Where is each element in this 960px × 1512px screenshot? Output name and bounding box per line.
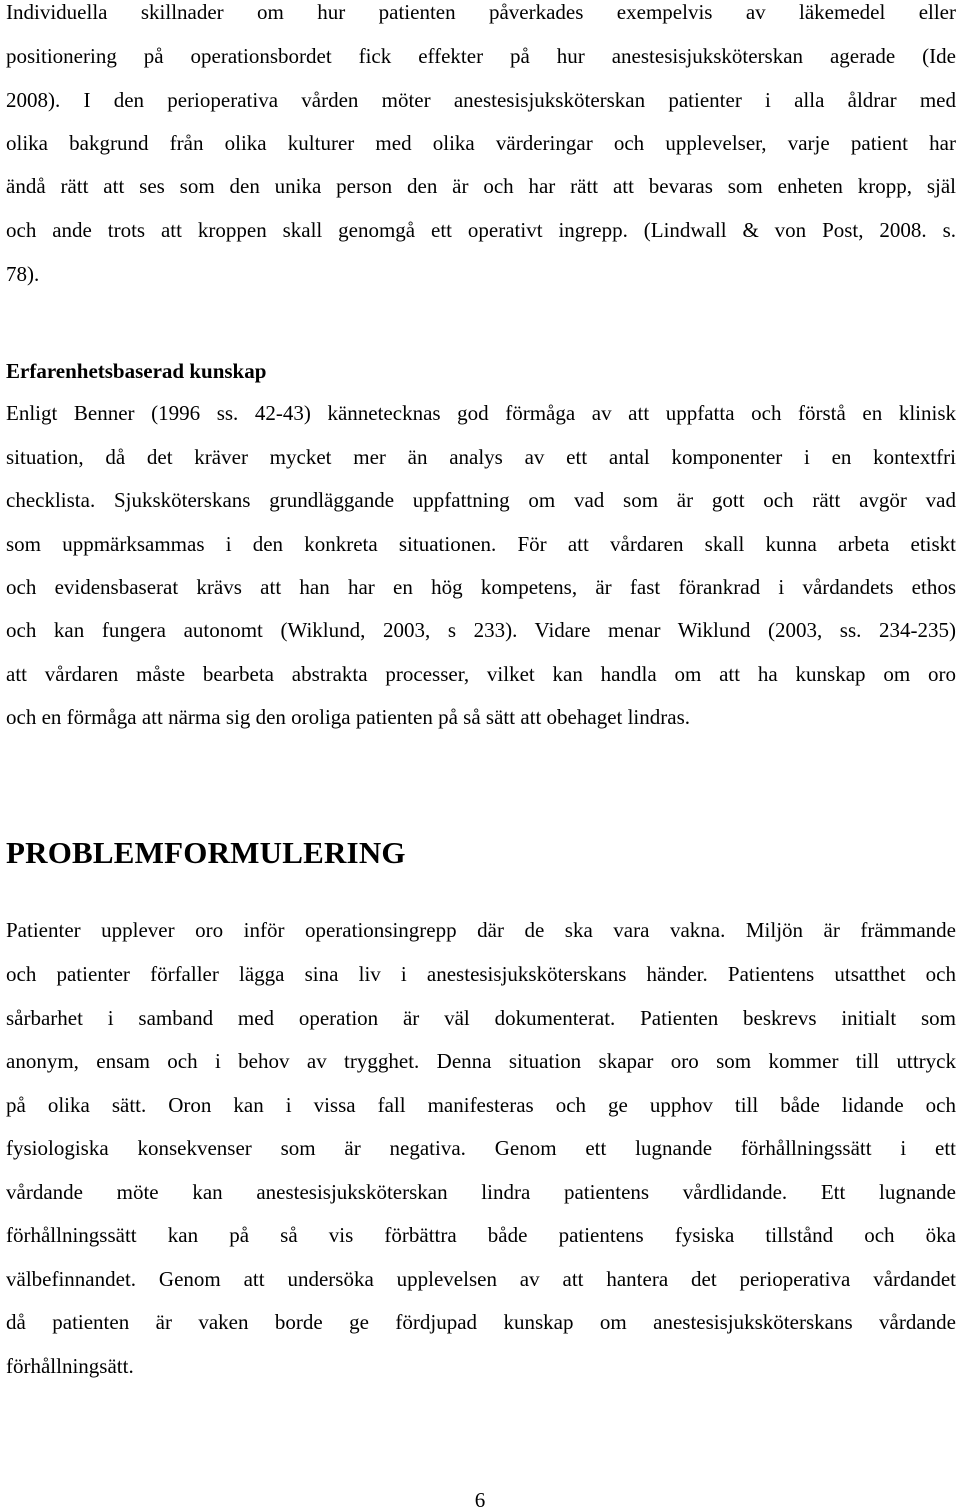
section-heading: PROBLEMFORMULERING: [6, 835, 406, 870]
text-line: och patienter förfaller lägga sina liv i anestesisjuksköterskans händer. Patientens utsatthet och: [6, 962, 956, 986]
text-line: förhållningsätt.: [6, 1354, 134, 1378]
text-line: Patienter upplever oro inför operationsingrepp där de ska vara vakna. Miljön är främmande: [6, 918, 956, 942]
text-line: Enligt Benner (1996 ss. 42-43) kännetecknas god förmåga av att uppfatta och förstå en klinisk: [6, 401, 956, 425]
text-line: sårbarhet i samband med operation är väl dokumenterat. Patienten beskrevs initialt som: [6, 1006, 956, 1030]
text-line: och en förmåga att närma sig den oroliga patienten på så sätt att obehaget lindras.: [6, 705, 691, 729]
text-line: anonym, ensam och i behov av trygghet. Denna situation skapar oro som kommer till uttryck: [6, 1049, 956, 1073]
text-line: då patienten är vaken borde ge fördjupad kunskap om anestesisjuksköterskans vårdande: [6, 1310, 956, 1334]
text-line: olika bakgrund från olika kulturer med olika värderingar och upplevelser, varje patient har: [6, 131, 956, 155]
text-line: förhållningssätt kan på så vis förbättra både patientens fysiska tillstånd och öka: [6, 1223, 956, 1247]
text-line: positionering på operationsbordet fick effekter på hur anestesisjuksköterskan agerade (Ide: [6, 44, 956, 68]
text-line: Individuella skillnader om hur patienten påverkades exempelvis av läkemedel eller: [6, 0, 956, 24]
text-line: vårdande möte kan anestesisjuksköterskan lindra patientens vårdlidande. Ett lugnande: [6, 1180, 956, 1204]
text-line: på olika sätt. Oron kan i vissa fall manifesteras och ge upphov till både lidande och: [6, 1093, 956, 1117]
text-line: och ande trots att kroppen skall genomgå ett operativt ingrepp. (Lindwall & von Post, 2008. s.: [6, 218, 956, 242]
page-number: 6: [474, 1488, 486, 1512]
text-line: checklista. Sjuksköterskans grundläggande uppfattning om vad som är gott och rätt avgör vad: [6, 488, 956, 512]
text-line: ändå rätt att ses som den unika person den är och har rätt att bevaras som enheten kropp, själ: [6, 174, 956, 198]
text-line: och evidensbaserat krävs att han har en hög kompetens, är fast förankrad i vårdandets ethos: [6, 575, 956, 599]
text-line: fysiologiska konsekvenser som är negativa. Genom ett lugnande förhållningssätt i ett: [6, 1136, 956, 1160]
text-line: situation, då det kräver mycket mer än analys av ett antal komponenter i en kontextfri: [6, 445, 956, 469]
text-line: 2008). I den perioperativa vården möter anestesisjuksköterskan patienter i alla åldrar med: [6, 88, 956, 112]
text-line: 78).: [6, 262, 40, 286]
section-heading: Erfarenhetsbaserad kunskap: [6, 359, 267, 383]
text-line: som uppmärksammas i den konkreta situationen. För att vårdaren skall kunna arbeta etiskt: [6, 532, 956, 556]
text-line: välbefinnandet. Genom att undersöka upplevelsen av att hantera det perioperativa vårdandet: [6, 1267, 956, 1291]
text-line: att vårdaren måste bearbeta abstrakta processer, vilket kan handla om att ha kunskap om oro: [6, 662, 956, 686]
text-line: och kan fungera autonomt (Wiklund, 2003, s 233). Vidare menar Wiklund (2003, ss. 234-235): [6, 618, 956, 642]
